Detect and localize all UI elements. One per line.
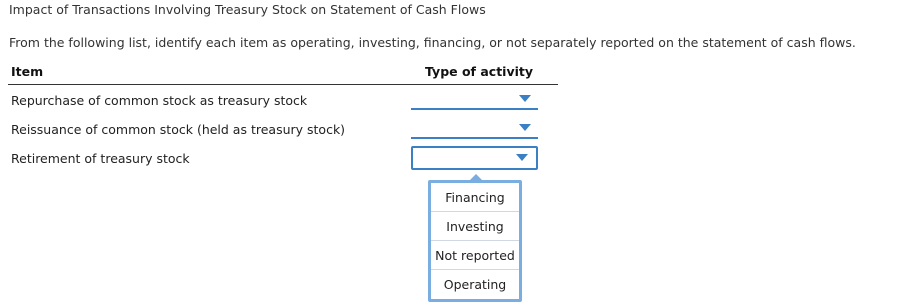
activity-select-retirement[interactable]: [411, 146, 538, 170]
column-header-item: Item: [11, 64, 44, 79]
instructions-text: From the following list, identify each item as operating, investing, financing, or not separately reported on the statement of cash flows.: [9, 35, 856, 50]
activity-select-reissuance[interactable]: [411, 117, 538, 139]
column-header-type: Type of activity: [425, 64, 534, 79]
option-operating[interactable]: Operating: [443, 277, 507, 292]
row-label-retirement: Retirement of treasury stock: [11, 151, 190, 166]
option-not-reported[interactable]: Not reported: [431, 241, 519, 270]
caret-down-icon: [519, 95, 531, 102]
activity-select-repurchase[interactable]: [411, 88, 538, 110]
header-divider: [8, 84, 558, 85]
option-financing[interactable]: Financing: [431, 183, 519, 212]
page-title: Impact of Transactions Involving Treasury Stock on Statement of Cash Flows: [9, 2, 486, 17]
caret-down-icon: [516, 154, 528, 161]
row-label-repurchase: Repurchase of common stock as treasury stock: [11, 93, 308, 108]
option-investing[interactable]: Investing: [431, 212, 519, 241]
caret-down-icon: [519, 124, 531, 131]
activity-dropdown-menu: [428, 180, 522, 302]
row-label-reissuance: Reissuance of common stock (held as treasury stock): [11, 122, 346, 137]
